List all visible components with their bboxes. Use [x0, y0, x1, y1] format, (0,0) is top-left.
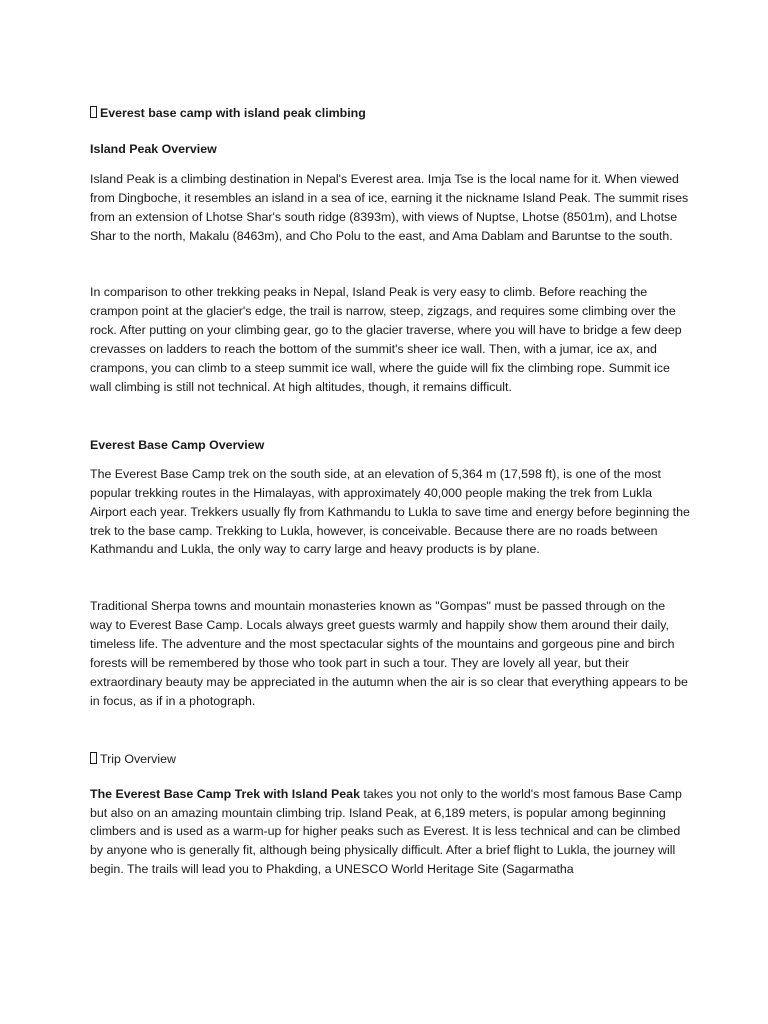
trip-paragraph-rest: takes you not only to the world's most famous Base Camp but also on an amazing mountain climbing trip. Island Peak, at 6,189 meters, is popular among beginning climbers and is used as a warm-up for higher peaks such as Everest. It is less technical and can be climbed by anyone who is generally fit, although being physically difficult. After a brief flight to Lukla, the journey will begin. The trails will lead you to Phakding, a UNESCO World Heritage Site (Sagarmatha — [90, 786, 682, 877]
document-title-text: Everest base camp with island peak climbing — [100, 106, 366, 120]
document-page — [90, 104, 690, 879]
paragraph-everest-2: Traditional Sherpa towns and mountain monasteries known as "Gompas" must be passed through on the way to Everest Base Camp. Locals always greet guests warmly and happily show them around their daily, timeless life. The adventure and the most spectacular sights of the mountains and gorgeous pine and birch forests will be remembered by those who took part in such a tour. They are lovely all year, but their extraordinary beauty may be appreciated in the autumn when the air is so clear that everything appears to be in focus, as if in a photograph. — [90, 599, 688, 708]
document-title — [90, 104, 690, 123]
section-heading-trip-overview — [90, 750, 690, 769]
section-heading-everest-base-camp: Everest Base Camp Overview — [90, 437, 265, 452]
trip-lead-bold: The Everest Base Camp Trek with Island Peak — [90, 786, 360, 801]
bullet-box-icon — [90, 106, 97, 118]
paragraph-trip-overview — [90, 785, 690, 880]
trip-overview-text: Trip Overview — [100, 751, 176, 766]
paragraph-island-peak-2: In comparison to other trekking peaks in Nepal, Island Peak is very easy to climb. Before reaching the crampon point at the glacier's edge, the trail is narrow, steep, zigzags, and requires some climbing over the rock. After putting on your climbing gear, go to the glacier traverse, where you will have to bridge a few deep crevasses on ladders to reach the bottom of the summit's sheer ice wall. Then, with a jumar, ice ax, and crampons, you can climb to a steep summit ice wall, where the guide will fix the climbing rope. Summit ice wall climbing is still not technical. At high altitudes, though, it remains difficult. — [90, 285, 682, 394]
paragraph-island-peak-1: Island Peak is a climbing destination in Nepal's Everest area. Imja Tse is the local name for it. When viewed from Dingboche, it resembles an island in a sea of ice, earning it the nickname Island Peak. The summit rises from an extension of Lhotse Shar's south ridge (8393m), with views of Nuptse, Lhotse (8501m), and Lhotse Shar to the north, Makalu (8463m), and Cho Polu to the east, and Ama Dablam and Baruntse to the south. — [90, 171, 689, 243]
section-heading-island-peak: Island Peak Overview — [90, 141, 217, 156]
bullet-box-icon — [90, 752, 97, 764]
paragraph-everest-1: The Everest Base Camp trek on the south side, at an elevation of 5,364 m (17,598 ft), is one of the most popular trekking routes in the Himalayas, with approximately 40,000 people making the trek from Lukla Airport each year. Trekkers usually fly from Kathmandu to Lukla to save time and energy before beginning the trek to the base camp. Trekking to Lukla, however, is conceivable. Because there are no roads between Kathmandu and Lukla, the only way to carry large and heavy products is by plane. — [90, 466, 690, 557]
